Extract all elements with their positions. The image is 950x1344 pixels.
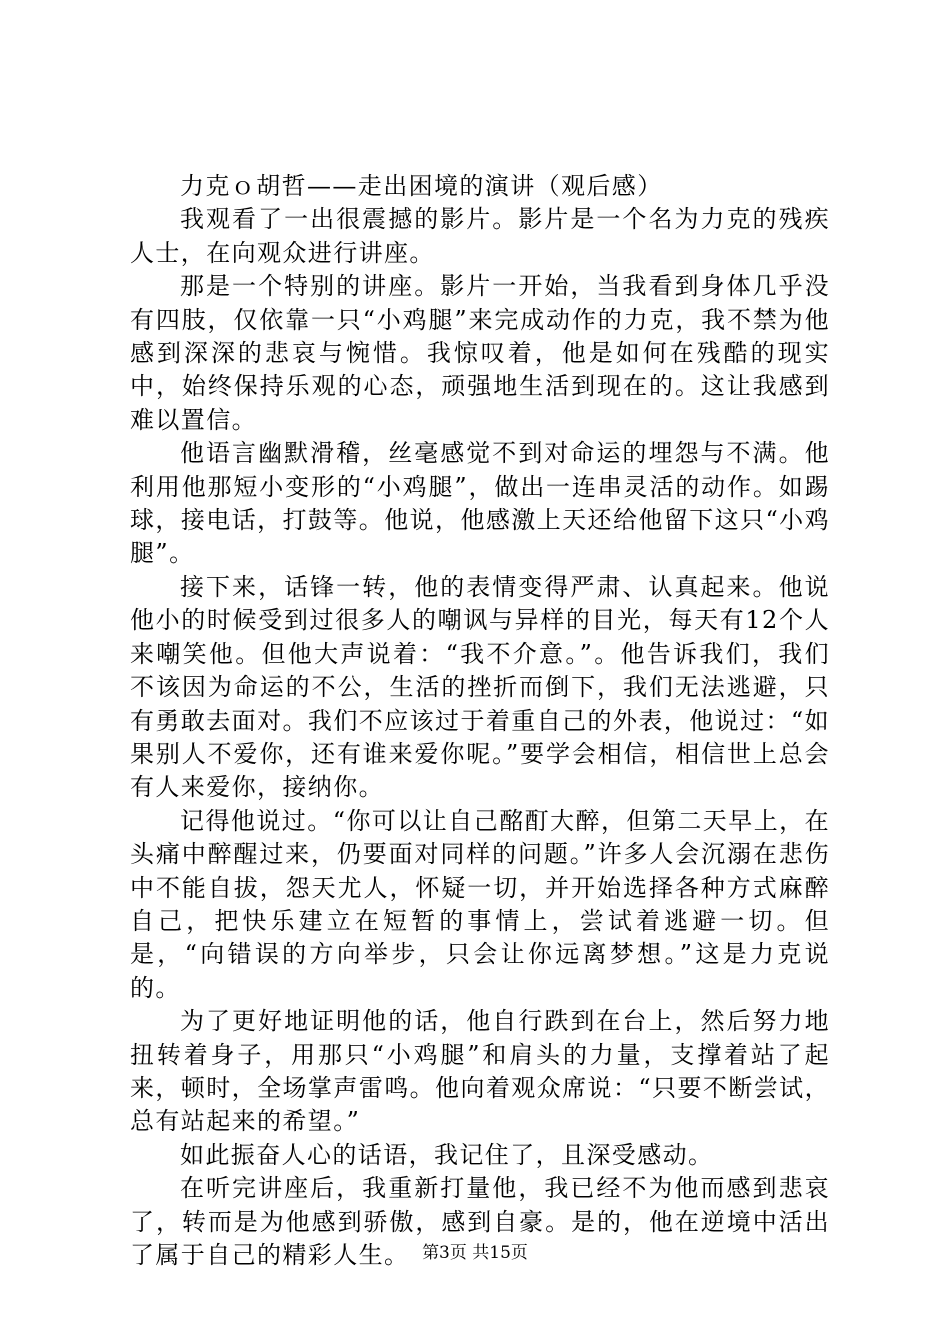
paragraph-3: 他语言幽默滑稽，丝毫感觉不到对命运的埋怨与不满。他利用他那短小变形的“小鸡腿”，做出一连串灵活的动作。如踢球，接电话，打鼓等。他说，他感激上天还给他留下这只“小鸡腿”。 [130,439,830,568]
document-title: 力克ｏ胡哲——走出困境的演讲（观后感） [180,172,663,200]
paragraph-2: 那是一个特别的讲座。影片一开始，当我看到身体几乎没有四肢，仅依靠一只“小鸡腿”来完成动作的力克，我不禁为他感到深深的悲哀与惋惜。我惊叹着，他是如何在残酷的现实中，始终保持乐观的心态，顽强地生活到现在的。这让我感到难以置信。 [130,272,830,434]
paragraph-1: 我观看了一出很震撼的影片。影片是一个名为力克的残疾人士，在向观众进行讲座。 [130,205,830,267]
page-number-footer: 第3页 共15页 [422,1243,528,1263]
paragraph-7: 如此振奋人心的话语，我记住了，且深受感动。 [180,1140,714,1169]
paragraph-8: 在听完讲座后，我重新打量他，我已经不为他而感到悲哀了，转而是为他感到骄傲，感到自豪。是的，他在逆境中活出了属于自己的精彩人生。 [130,1174,830,1269]
paragraph-6: 为了更好地证明他的话，他自行跌到在台上，然后努力地扭转着身子，用那只“小鸡腿”和肩头的力量，支撑着站了起来，顿时，全场掌声雷鸣。他向着观众席说：“只要不断尝试，总有站起来的希望。” [130,1007,830,1136]
paragraph-4: 接下来，话锋一转，他的表情变得严肃、认真起来。他说他小的时候受到过很多人的嘲讽与异样的目光，每天有12个人来嘲笑他。但他大声说着：“我不介意。”。他告诉我们，我们不该因为命运的不公，生活的挫折而倒下，我们无法逃避，只有勇敢去面对。我们不应该过于着重自己的外表，他说过：“如果别人不爱你，还有谁来爱你呢。”要学会相信，相信世上总会有人来爱你，接纳你。 [130,572,830,802]
paragraph-5: 记得他说过。“你可以让自己酩酊大醉，但第二天早上，在头痛中醉醒过来，仍要面对同样的问题。”许多人会沉溺在悲伤中不能自拔，怨天尤人，怀疑一切，并开始选择各种方式麻醉自己，把快乐建立在短暂的事情上，尝试着逃避一切。但是，“向错误的方向举步，只会让你远离梦想。”这是力克说的。 [130,806,830,1002]
document-body [130,170,830,1272]
